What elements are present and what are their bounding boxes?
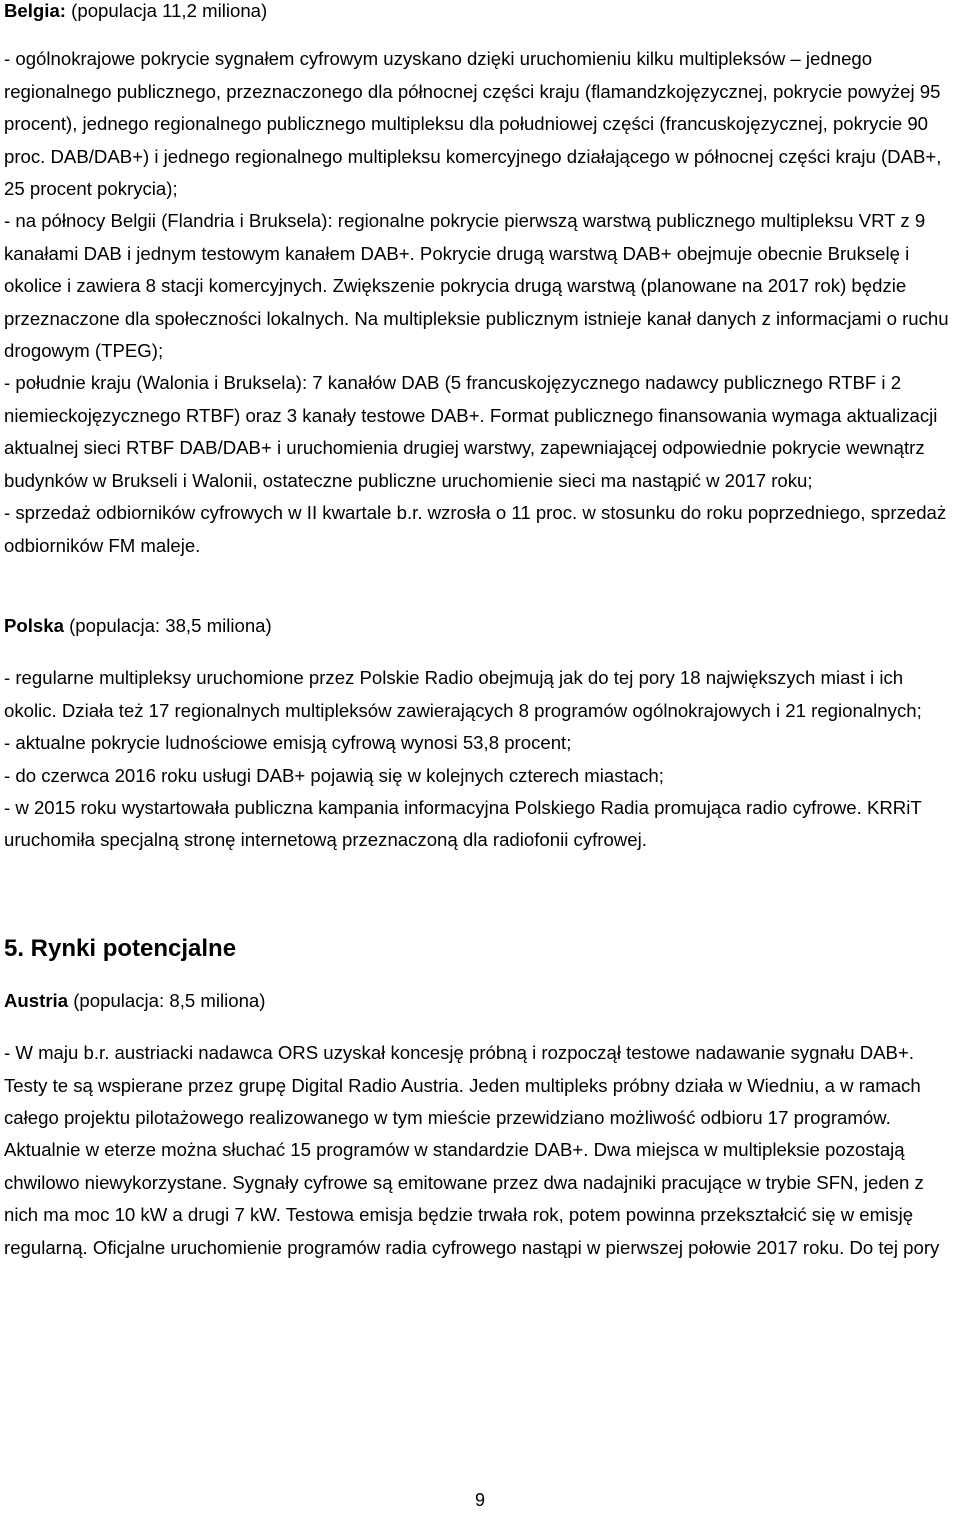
austria-country: Austria (4, 989, 69, 1011)
belgium-paragraph-1: - ogólnokrajowe pokrycie sygnałem cyfrowym uzyskano dzięki uruchomieniu kilku multipleksów – jednego regionalnego publicznego, przeznaczonego dla północnej części kraju (flamandzkojęzycznej, pokrycie powyżej 95 procent), jednego regionalnego publicznego multipleksu dla południowej części (francuskojęzycznej, pokrycie 90 proc. DAB/DAB+) i jednego regionalnego multipleksu komercyjnego działającego w północnej części kraju (DAB+, 25 procent pokrycia); (4, 48, 942, 200)
austria-paragraph-1: - W maju b.r. austriacki nadawca ORS uzyskał koncesję próbną i rozpoczął testowe nadawanie sygnału DAB+. Testy te są wspierane przez grupę Digital Radio Austria. Jeden multipleks próbny działa w Wiedniu, a w ramach całego projektu pilotażowego realizowanego w tym mieście przewidziano możliwość odbioru 17 programów. Aktualnie w eterze można słuchać 15 programów w standardzie DAB+. Dwa miejsca w multipleksie pozostają chwilowo niewykorzystane. Sygnały cyfrowe są emitowane przez dwa nadajniki pracujące w trybie SFN, jeden z nich ma moc 10 kW a drugi 7 kW. Testowa emisja będzie trwała rok, potem powinna przekształcić się w emisję regularną. Oficjalne uruchomienie programów radia cyfrowego nastąpi w pierwszej połowie 2017 roku. Do tej pory (4, 1042, 940, 1258)
page-number: 9 (474, 1490, 485, 1510)
austria-heading (4, 985, 956, 1017)
poland-paragraph-4: - w 2015 roku wystartowała publiczna kampania informacyjna Polskiego Radia promująca radio cyfrowe. KRRiT uruchomiła specjalną stronę internetową przeznaczoną dla radiofonii cyfrowej. (4, 796, 922, 851)
belgium-paragraph-2: - na północy Belgii (Flandria i Bruksela): regionalne pokrycie pierwszą warstwą publicznego multipleksu VRT z 9 kanałami DAB i jednym testowym kanałem DAB+. Pokrycie drugą warstwą DAB+ obejmuje obecnie Brukselę i okolice i zawiera 8 stacji komercyjnych. Zwiększenie pokrycia drugą warstwą (planowane na 2017 rok) będzie przeznaczone dla społeczności lokalnych. Na multipleksie publicznym istnieje kanał danych z informacjami o ruchu drogowym (TPEG); (4, 210, 949, 362)
belgium-population: (populacja 11,2 miliona) (66, 0, 268, 21)
belgium-country: Belgia: (4, 0, 66, 21)
poland-country: Polska (4, 614, 64, 636)
belgium-paragraph-4: - sprzedaż odbiorników cyfrowych w II kwartale b.r. wzrosła o 11 proc. w stosunku do roku poprzedniego, sprzedaż odbiorników FM maleje. (4, 502, 947, 556)
section-title: 5. Rynki potencjalne (4, 934, 237, 962)
document-page (4, 0, 956, 1264)
poland-heading (4, 610, 956, 642)
poland-paragraph-1: - regularne multipleksy uruchomione przez Polskie Radio obejmują jak do tej pory 18 największych miast i ich okolic. Działa też 17 regionalnych multipleksów zawierających 8 programów ogólnokrajowych i 21 regionalnych; (4, 667, 922, 721)
poland-paragraph-3: - do czerwca 2016 roku usługi DAB+ pojawią się w kolejnych czterech miastach; (4, 764, 664, 786)
belgium-heading (4, 0, 956, 27)
poland-population: (populacja: 38,5 miliona) (63, 614, 272, 636)
poland-paragraph-2: - aktualne pokrycie ludnościowe emisją cyfrową wynosi 53,8 procent; (4, 732, 572, 754)
austria-population: (populacja: 8,5 miliona) (68, 989, 266, 1011)
belgium-paragraph-3: - południe kraju (Walonia i Bruksela): 7 kanałów DAB (5 francuskojęzycznego nadawcy publicznego RTBF i 2 niemieckojęzycznego RTBF) oraz 3 kanały testowe DAB+. Format publicznego finansowania wymaga aktualizacji aktualnej sieci RTBF DAB/DAB+ i uruchomienia drugiej warstwy, zapewniającej odpowiednie pokrycie wewnątrz budynków w Brukseli i Walonii, ostateczne publiczne uruchomienie sieci ma nastąpić w 2017 roku; (4, 372, 938, 491)
